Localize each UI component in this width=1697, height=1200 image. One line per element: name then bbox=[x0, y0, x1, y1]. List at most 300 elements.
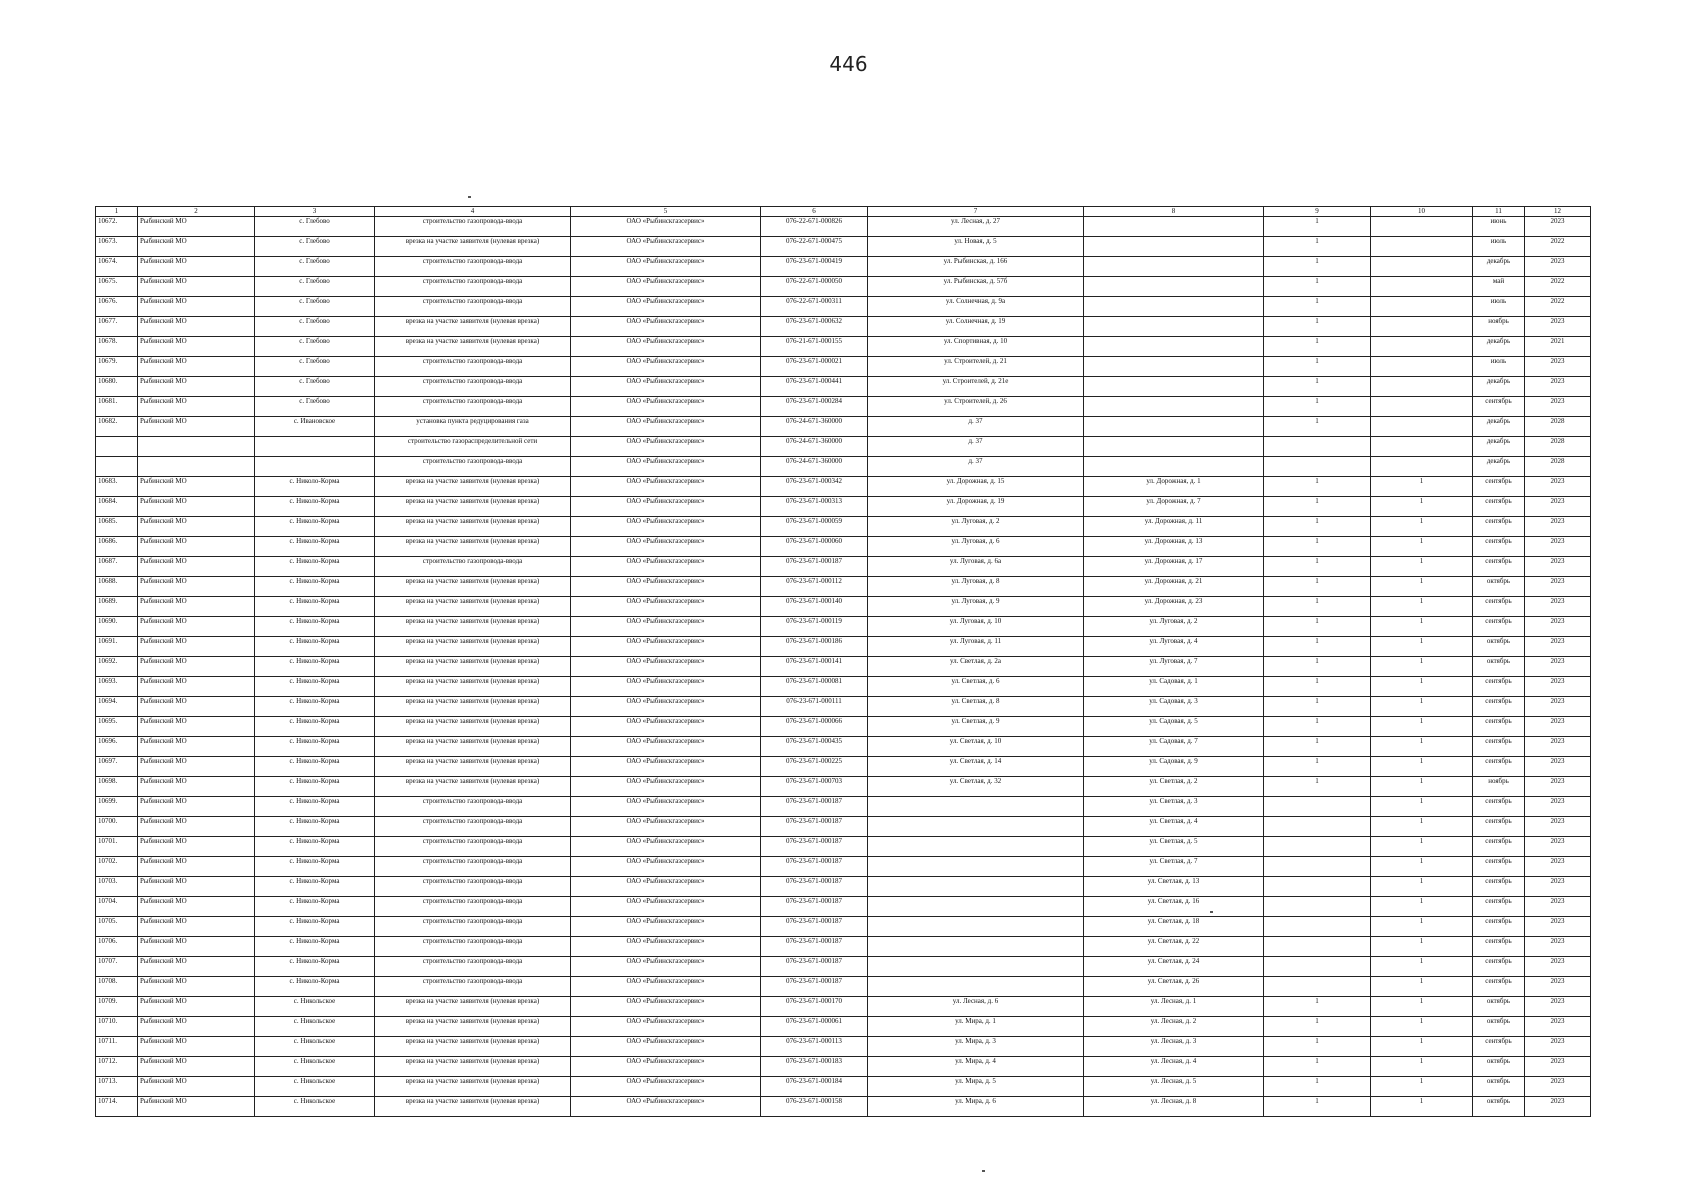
municipality-cell: Рыбинский МО bbox=[138, 337, 255, 357]
municipality-cell: Рыбинский МО bbox=[138, 1017, 255, 1037]
table-row bbox=[96, 697, 1591, 717]
table-row bbox=[96, 737, 1591, 757]
table-row bbox=[96, 357, 1591, 377]
address-cell: ул. Солнечная, д. 19 bbox=[868, 317, 1084, 337]
application-number-cell: 076-23-671-000081 bbox=[761, 677, 868, 697]
address-cell: ул. Мира, д. 4 bbox=[868, 1057, 1084, 1077]
row-number-cell: 10675. bbox=[96, 277, 138, 297]
year-cell: 2028 bbox=[1525, 457, 1591, 477]
municipality-cell: Рыбинский МО bbox=[138, 577, 255, 597]
quantity-cell: 1 bbox=[1264, 517, 1371, 537]
application-number-cell: 076-23-671-000021 bbox=[761, 357, 868, 377]
organization-cell: ОАО «Рыбинскгазсервис» bbox=[571, 217, 761, 237]
address-cell: ул. Мира, д. 6 bbox=[868, 1097, 1084, 1117]
organization-cell: ОАО «Рыбинскгазсервис» bbox=[571, 677, 761, 697]
connected-address-cell: ул. Садовая, д. 7 bbox=[1084, 737, 1264, 757]
month-cell: июнь bbox=[1473, 217, 1525, 237]
organization-cell: ОАО «Рыбинскгазсервис» bbox=[571, 657, 761, 677]
row-number-cell: 10681. bbox=[96, 397, 138, 417]
month-cell: сентябрь bbox=[1473, 497, 1525, 517]
work-type-cell: врезка на участке заявителя (нулевая врезка) bbox=[375, 677, 571, 697]
quantity-cell bbox=[1264, 977, 1371, 997]
month-cell: октябрь bbox=[1473, 1077, 1525, 1097]
municipality-cell: Рыбинский МО bbox=[138, 497, 255, 517]
month-cell: октябрь bbox=[1473, 1017, 1525, 1037]
application-number-cell: 076-23-671-000059 bbox=[761, 517, 868, 537]
row-number-cell: 10713. bbox=[96, 1077, 138, 1097]
quantity-cell: 1 bbox=[1264, 1077, 1371, 1097]
quantity-cell: 1 bbox=[1264, 297, 1371, 317]
connections-cell: 1 bbox=[1371, 1017, 1473, 1037]
quantity-cell: 1 bbox=[1264, 597, 1371, 617]
quantity-cell: 1 bbox=[1264, 557, 1371, 577]
connected-address-cell: ул. Дорожная, д. 1 bbox=[1084, 477, 1264, 497]
connected-address-cell bbox=[1084, 457, 1264, 477]
organization-cell: ОАО «Рыбинскгазсервис» bbox=[571, 337, 761, 357]
table-row bbox=[96, 977, 1591, 997]
year-cell: 2023 bbox=[1525, 377, 1591, 397]
municipality-cell: Рыбинский МО bbox=[138, 937, 255, 957]
quantity-cell bbox=[1264, 877, 1371, 897]
quantity-cell: 1 bbox=[1264, 717, 1371, 737]
year-cell: 2023 bbox=[1525, 617, 1591, 637]
organization-cell: ОАО «Рыбинскгазсервис» bbox=[571, 1037, 761, 1057]
month-cell: октябрь bbox=[1473, 637, 1525, 657]
address-cell: ул. Светлая, д. 9 bbox=[868, 717, 1084, 737]
work-type-cell: строительство газопровода-ввода bbox=[375, 257, 571, 277]
connections-cell: 1 bbox=[1371, 937, 1473, 957]
quantity-cell: 1 bbox=[1264, 997, 1371, 1017]
address-cell: ул. Луговая, д. 11 bbox=[868, 637, 1084, 657]
connected-address-cell: ул. Светлая, д. 26 bbox=[1084, 977, 1264, 997]
municipality-cell: Рыбинский МО bbox=[138, 1057, 255, 1077]
organization-cell: ОАО «Рыбинскгазсервис» bbox=[571, 317, 761, 337]
month-cell: декабрь bbox=[1473, 457, 1525, 477]
row-number-cell: 10702. bbox=[96, 857, 138, 877]
row-number-cell: 10695. bbox=[96, 717, 138, 737]
quantity-cell bbox=[1264, 917, 1371, 937]
application-number-cell: 076-23-671-000186 bbox=[761, 637, 868, 657]
work-type-cell: врезка на участке заявителя (нулевая врезка) bbox=[375, 777, 571, 797]
organization-cell: ОАО «Рыбинскгазсервис» bbox=[571, 857, 761, 877]
connected-address-cell: ул. Светлая, д. 4 bbox=[1084, 817, 1264, 837]
table-row bbox=[96, 937, 1591, 957]
municipality-cell: Рыбинский МО bbox=[138, 777, 255, 797]
municipality-cell: Рыбинский МО bbox=[138, 857, 255, 877]
connections-cell: 1 bbox=[1371, 677, 1473, 697]
table-row bbox=[96, 817, 1591, 837]
work-type-cell: врезка на участке заявителя (нулевая врезка) bbox=[375, 317, 571, 337]
application-number-cell: 076-21-671-000155 bbox=[761, 337, 868, 357]
row-number-cell: 10688. bbox=[96, 577, 138, 597]
application-number-cell: 076-23-671-000187 bbox=[761, 977, 868, 997]
quantity-cell: 1 bbox=[1264, 577, 1371, 597]
organization-cell: ОАО «Рыбинскгазсервис» bbox=[571, 737, 761, 757]
address-cell: ул. Солнечная, д. 9а bbox=[868, 297, 1084, 317]
row-number-cell: 10693. bbox=[96, 677, 138, 697]
row-number-cell: 10698. bbox=[96, 777, 138, 797]
application-number-cell: 076-23-671-000187 bbox=[761, 957, 868, 977]
row-number-cell: 10689. bbox=[96, 597, 138, 617]
address-cell: ул. Лесная, д. 27 bbox=[868, 217, 1084, 237]
application-number-cell: 076-23-671-000061 bbox=[761, 1017, 868, 1037]
organization-cell: ОАО «Рыбинскгазсервис» bbox=[571, 717, 761, 737]
connections-cell: 1 bbox=[1371, 917, 1473, 937]
work-type-cell: врезка на участке заявителя (нулевая врезка) bbox=[375, 1097, 571, 1117]
table-row bbox=[96, 957, 1591, 977]
table-row bbox=[96, 477, 1591, 497]
settlement-cell: с. Николо-Корма bbox=[255, 777, 375, 797]
quantity-cell: 1 bbox=[1264, 697, 1371, 717]
settlement-cell: с. Николо-Корма bbox=[255, 477, 375, 497]
connections-cell: 1 bbox=[1371, 997, 1473, 1017]
quantity-cell: 1 bbox=[1264, 677, 1371, 697]
connected-address-cell: ул. Дорожная, д. 17 bbox=[1084, 557, 1264, 577]
settlement-cell: с. Николо-Корма bbox=[255, 717, 375, 737]
work-type-cell: врезка на участке заявителя (нулевая врезка) bbox=[375, 1057, 571, 1077]
row-number-cell: 10678. bbox=[96, 337, 138, 357]
application-number-cell: 076-23-671-000187 bbox=[761, 877, 868, 897]
address-cell: ул. Дорожная, д. 19 bbox=[868, 497, 1084, 517]
row-number-cell: 10712. bbox=[96, 1057, 138, 1077]
application-number-cell: 076-24-671-360000 bbox=[761, 457, 868, 477]
connections-cell: 1 bbox=[1371, 517, 1473, 537]
organization-cell: ОАО «Рыбинскгазсервис» bbox=[571, 617, 761, 637]
work-type-cell: строительство газопровода-ввода bbox=[375, 277, 571, 297]
settlement-cell: с. Николо-Корма bbox=[255, 697, 375, 717]
quantity-cell: 1 bbox=[1264, 1037, 1371, 1057]
settlement-cell: с. Николо-Корма bbox=[255, 617, 375, 637]
column-number-header: 10 bbox=[1371, 207, 1473, 217]
municipality-cell: Рыбинский МО bbox=[138, 617, 255, 637]
municipality-cell: Рыбинский МО bbox=[138, 917, 255, 937]
work-type-cell: строительство газораспределительной сети bbox=[375, 437, 571, 457]
municipality-cell: Рыбинский МО bbox=[138, 477, 255, 497]
connections-cell: 1 bbox=[1371, 857, 1473, 877]
address-cell bbox=[868, 797, 1084, 817]
application-number-cell: 076-22-671-000311 bbox=[761, 297, 868, 317]
table-row bbox=[96, 857, 1591, 877]
quantity-cell bbox=[1264, 817, 1371, 837]
address-cell: д. 37 bbox=[868, 437, 1084, 457]
connected-address-cell: ул. Светлая, д. 22 bbox=[1084, 937, 1264, 957]
connections-cell bbox=[1371, 397, 1473, 417]
organization-cell: ОАО «Рыбинскгазсервис» bbox=[571, 1097, 761, 1117]
year-cell: 2023 bbox=[1525, 817, 1591, 837]
connected-address-cell bbox=[1084, 337, 1264, 357]
month-cell: сентябрь bbox=[1473, 737, 1525, 757]
connections-cell: 1 bbox=[1371, 497, 1473, 517]
year-cell: 2023 bbox=[1525, 737, 1591, 757]
municipality-cell: Рыбинский МО bbox=[138, 697, 255, 717]
column-number-header: 3 bbox=[255, 207, 375, 217]
application-number-cell: 076-22-671-000050 bbox=[761, 277, 868, 297]
connections-cell: 1 bbox=[1371, 817, 1473, 837]
municipality-cell: Рыбинский МО bbox=[138, 1077, 255, 1097]
organization-cell: ОАО «Рыбинскгазсервис» bbox=[571, 877, 761, 897]
month-cell: декабрь bbox=[1473, 437, 1525, 457]
column-number-header: 12 bbox=[1525, 207, 1591, 217]
application-number-cell: 076-23-671-000183 bbox=[761, 1057, 868, 1077]
quantity-cell: 1 bbox=[1264, 417, 1371, 437]
connected-address-cell: ул. Дорожная, д. 21 bbox=[1084, 577, 1264, 597]
organization-cell: ОАО «Рыбинскгазсервис» bbox=[571, 997, 761, 1017]
connected-address-cell: ул. Лесная, д. 5 bbox=[1084, 1077, 1264, 1097]
organization-cell: ОАО «Рыбинскгазсервис» bbox=[571, 237, 761, 257]
quantity-cell bbox=[1264, 457, 1371, 477]
quantity-cell: 1 bbox=[1264, 617, 1371, 637]
work-type-cell: врезка на участке заявителя (нулевая врезка) bbox=[375, 517, 571, 537]
work-type-cell: строительство газопровода-ввода bbox=[375, 557, 571, 577]
municipality-cell: Рыбинский МО bbox=[138, 557, 255, 577]
year-cell: 2021 bbox=[1525, 337, 1591, 357]
address-cell: ул. Строителей, д. 21 bbox=[868, 357, 1084, 377]
column-number-header: 8 bbox=[1084, 207, 1264, 217]
settlement-cell: с. Глебово bbox=[255, 377, 375, 397]
column-number-header: 6 bbox=[761, 207, 868, 217]
scan-dot bbox=[982, 1170, 985, 1172]
row-number-cell: 10706. bbox=[96, 937, 138, 957]
settlement-cell: с. Николо-Корма bbox=[255, 557, 375, 577]
column-number-header: 5 bbox=[571, 207, 761, 217]
application-number-cell: 076-23-671-000187 bbox=[761, 917, 868, 937]
connections-cell: 1 bbox=[1371, 837, 1473, 857]
application-number-cell: 076-23-671-000187 bbox=[761, 557, 868, 577]
month-cell: сентябрь bbox=[1473, 817, 1525, 837]
quantity-cell: 1 bbox=[1264, 757, 1371, 777]
organization-cell: ОАО «Рыбинскгазсервис» bbox=[571, 757, 761, 777]
connections-cell bbox=[1371, 317, 1473, 337]
quantity-cell bbox=[1264, 837, 1371, 857]
row-number-cell: 10684. bbox=[96, 497, 138, 517]
address-cell: ул. Дорожная, д. 15 bbox=[868, 477, 1084, 497]
work-type-cell: врезка на участке заявителя (нулевая врезка) bbox=[375, 1077, 571, 1097]
table-row bbox=[96, 537, 1591, 557]
settlement-cell: с. Глебово bbox=[255, 357, 375, 377]
application-number-cell: 076-23-671-000060 bbox=[761, 537, 868, 557]
column-number-row bbox=[96, 207, 1591, 217]
municipality-cell: Рыбинский МО bbox=[138, 357, 255, 377]
quantity-cell: 1 bbox=[1264, 1017, 1371, 1037]
month-cell: ноябрь bbox=[1473, 317, 1525, 337]
address-cell: ул. Луговая, д. 10 bbox=[868, 617, 1084, 637]
connected-address-cell bbox=[1084, 377, 1264, 397]
connections-cell: 1 bbox=[1371, 617, 1473, 637]
connections-cell: 1 bbox=[1371, 1097, 1473, 1117]
application-number-cell: 076-23-671-000158 bbox=[761, 1097, 868, 1117]
organization-cell: ОАО «Рыбинскгазсервис» bbox=[571, 517, 761, 537]
month-cell: октябрь bbox=[1473, 997, 1525, 1017]
column-number-header: 4 bbox=[375, 207, 571, 217]
year-cell: 2023 bbox=[1525, 1037, 1591, 1057]
year-cell: 2023 bbox=[1525, 1077, 1591, 1097]
work-type-cell: врезка на участке заявителя (нулевая врезка) bbox=[375, 757, 571, 777]
municipality-cell: Рыбинский МО bbox=[138, 797, 255, 817]
address-cell: ул. Мира, д. 5 bbox=[868, 1077, 1084, 1097]
month-cell: сентябрь bbox=[1473, 857, 1525, 877]
address-cell: ул. Спортивная, д. 10 bbox=[868, 337, 1084, 357]
connections-cell bbox=[1371, 417, 1473, 437]
application-number-cell: 076-23-671-000111 bbox=[761, 697, 868, 717]
month-cell: декабрь bbox=[1473, 377, 1525, 397]
connected-address-cell: ул. Садовая, д. 3 bbox=[1084, 697, 1264, 717]
organization-cell: ОАО «Рыбинскгазсервис» bbox=[571, 557, 761, 577]
connections-cell bbox=[1371, 457, 1473, 477]
year-cell: 2023 bbox=[1525, 777, 1591, 797]
address-cell: ул. Светлая, д. 14 bbox=[868, 757, 1084, 777]
row-number-cell: 10711. bbox=[96, 1037, 138, 1057]
address-cell bbox=[868, 977, 1084, 997]
quantity-cell bbox=[1264, 937, 1371, 957]
month-cell: сентябрь bbox=[1473, 617, 1525, 637]
year-cell: 2028 bbox=[1525, 437, 1591, 457]
work-type-cell: строительство газопровода-ввода bbox=[375, 837, 571, 857]
municipality-cell: Рыбинский МО bbox=[138, 977, 255, 997]
year-cell: 2023 bbox=[1525, 477, 1591, 497]
municipality-cell: Рыбинский МО bbox=[138, 377, 255, 397]
work-type-cell: строительство газопровода-ввода bbox=[375, 377, 571, 397]
municipality-cell: Рыбинский МО bbox=[138, 257, 255, 277]
work-type-cell: врезка на участке заявителя (нулевая врезка) bbox=[375, 737, 571, 757]
application-number-cell: 076-23-671-000184 bbox=[761, 1077, 868, 1097]
settlement-cell: с. Николо-Корма bbox=[255, 797, 375, 817]
row-number-cell: 10694. bbox=[96, 697, 138, 717]
column-number-header: 7 bbox=[868, 207, 1084, 217]
table-row bbox=[96, 577, 1591, 597]
work-type-cell: врезка на участке заявителя (нулевая врезка) bbox=[375, 657, 571, 677]
table-row bbox=[96, 637, 1591, 657]
organization-cell: ОАО «Рыбинскгазсервис» bbox=[571, 837, 761, 857]
row-number-cell: 10691. bbox=[96, 637, 138, 657]
table-row bbox=[96, 897, 1591, 917]
organization-cell: ОАО «Рыбинскгазсервис» bbox=[571, 417, 761, 437]
organization-cell: ОАО «Рыбинскгазсервис» bbox=[571, 1017, 761, 1037]
municipality-cell: Рыбинский МО bbox=[138, 1037, 255, 1057]
row-number-cell: 10710. bbox=[96, 1017, 138, 1037]
settlement-cell: с. Николо-Корма bbox=[255, 517, 375, 537]
address-cell bbox=[868, 857, 1084, 877]
row-number-cell: 10708. bbox=[96, 977, 138, 997]
connected-address-cell: ул. Лесная, д. 8 bbox=[1084, 1097, 1264, 1117]
settlement-cell: с. Николо-Корма bbox=[255, 877, 375, 897]
address-cell: ул. Строителей, д. 26 bbox=[868, 397, 1084, 417]
organization-cell: ОАО «Рыбинскгазсервис» bbox=[571, 477, 761, 497]
table-row bbox=[96, 457, 1591, 477]
year-cell: 2023 bbox=[1525, 1097, 1591, 1117]
month-cell: сентябрь bbox=[1473, 697, 1525, 717]
table-row bbox=[96, 797, 1591, 817]
connected-address-cell: ул. Луговая, д. 4 bbox=[1084, 637, 1264, 657]
connected-address-cell: ул. Светлая, д. 18 bbox=[1084, 917, 1264, 937]
settlement-cell: с. Глебово bbox=[255, 237, 375, 257]
organization-cell: ОАО «Рыбинскгазсервис» bbox=[571, 437, 761, 457]
table-row bbox=[96, 377, 1591, 397]
organization-cell: ОАО «Рыбинскгазсервис» bbox=[571, 297, 761, 317]
connections-cell: 1 bbox=[1371, 637, 1473, 657]
settlement-cell: с. Николо-Корма bbox=[255, 977, 375, 997]
month-cell: сентябрь bbox=[1473, 557, 1525, 577]
organization-cell: ОАО «Рыбинскгазсервис» bbox=[571, 597, 761, 617]
organization-cell: ОАО «Рыбинскгазсервис» bbox=[571, 537, 761, 557]
table-row bbox=[96, 757, 1591, 777]
municipality-cell bbox=[138, 457, 255, 477]
settlement-cell: с. Николо-Корма bbox=[255, 577, 375, 597]
application-number-cell: 076-23-671-000187 bbox=[761, 857, 868, 877]
work-type-cell: врезка на участке заявителя (нулевая врезка) bbox=[375, 337, 571, 357]
connected-address-cell: ул. Лесная, д. 3 bbox=[1084, 1037, 1264, 1057]
connected-address-cell bbox=[1084, 317, 1264, 337]
settlement-cell: с. Глебово bbox=[255, 257, 375, 277]
connections-cell bbox=[1371, 437, 1473, 457]
year-cell: 2023 bbox=[1525, 677, 1591, 697]
row-number-cell: 10714. bbox=[96, 1097, 138, 1117]
table-row bbox=[96, 837, 1591, 857]
municipality-cell: Рыбинский МО bbox=[138, 397, 255, 417]
row-number-cell: 10703. bbox=[96, 877, 138, 897]
application-number-cell: 076-23-671-000342 bbox=[761, 477, 868, 497]
connections-cell: 1 bbox=[1371, 577, 1473, 597]
work-type-cell: строительство газопровода-ввода bbox=[375, 357, 571, 377]
municipality-cell: Рыбинский МО bbox=[138, 217, 255, 237]
quantity-cell: 1 bbox=[1264, 217, 1371, 237]
connections-cell: 1 bbox=[1371, 877, 1473, 897]
address-cell bbox=[868, 937, 1084, 957]
month-cell: сентябрь bbox=[1473, 517, 1525, 537]
month-cell: декабрь bbox=[1473, 257, 1525, 277]
connections-cell bbox=[1371, 377, 1473, 397]
quantity-cell bbox=[1264, 857, 1371, 877]
table-row bbox=[96, 917, 1591, 937]
quantity-cell: 1 bbox=[1264, 237, 1371, 257]
month-cell: май bbox=[1473, 277, 1525, 297]
municipality-cell: Рыбинский МО bbox=[138, 757, 255, 777]
address-cell: ул. Мира, д. 3 bbox=[868, 1037, 1084, 1057]
work-type-cell: строительство газопровода-ввода bbox=[375, 857, 571, 877]
month-cell: октябрь bbox=[1473, 577, 1525, 597]
scan-dot bbox=[1210, 911, 1213, 913]
table-row bbox=[96, 337, 1591, 357]
quantity-cell: 1 bbox=[1264, 637, 1371, 657]
municipality-cell: Рыбинский МО bbox=[138, 237, 255, 257]
connections-cell bbox=[1371, 297, 1473, 317]
address-cell bbox=[868, 957, 1084, 977]
quantity-cell: 1 bbox=[1264, 317, 1371, 337]
page-number: 446 bbox=[829, 52, 868, 76]
address-cell: ул. Светлая, д. 6 bbox=[868, 677, 1084, 697]
quantity-cell: 1 bbox=[1264, 737, 1371, 757]
address-cell bbox=[868, 897, 1084, 917]
connected-address-cell bbox=[1084, 437, 1264, 457]
month-cell: сентябрь bbox=[1473, 397, 1525, 417]
connected-address-cell: ул. Дорожная, д. 11 bbox=[1084, 517, 1264, 537]
settlement-cell: с. Николо-Корма bbox=[255, 897, 375, 917]
work-type-cell: строительство газопровода-ввода bbox=[375, 297, 571, 317]
row-number-cell: 10704. bbox=[96, 897, 138, 917]
table-row bbox=[96, 517, 1591, 537]
scan-dot bbox=[468, 196, 471, 198]
connections-cell: 1 bbox=[1371, 477, 1473, 497]
column-number-header: 2 bbox=[138, 207, 255, 217]
organization-cell: ОАО «Рыбинскгазсервис» bbox=[571, 957, 761, 977]
year-cell: 2023 bbox=[1525, 877, 1591, 897]
row-number-cell: 10680. bbox=[96, 377, 138, 397]
organization-cell: ОАО «Рыбинскгазсервис» bbox=[571, 457, 761, 477]
row-number-cell: 10690. bbox=[96, 617, 138, 637]
table-row bbox=[96, 217, 1591, 237]
settlement-cell: с. Никольское bbox=[255, 1057, 375, 1077]
row-number-cell: 10682. bbox=[96, 417, 138, 437]
application-number-cell: 076-23-671-000435 bbox=[761, 737, 868, 757]
